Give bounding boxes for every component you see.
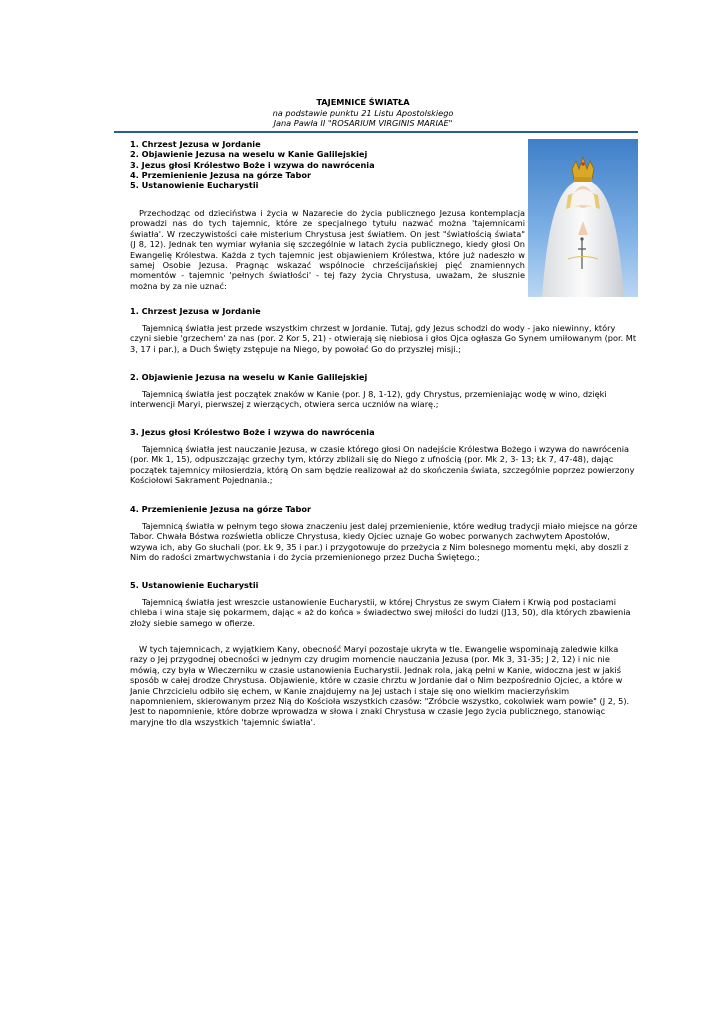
list-item: 2. Objawienie Jezusa na weselu w Kanie Galilejskiej (130, 149, 368, 160)
section-body: Tajemnicą światła jest początek znaków w Kanie (por. J 8, 1-12), gdy Chrystus, przemieniając wodę w wino, dzięki interwencji Maryi, pierwszej z wierzących, otwiera serca uczniów na wiarę.; (130, 388, 607, 410)
section-body: Tajemnicą światła jest nauczanie Jezusa, w czasie którego głosi On nadejście Królestwa Bożego i wzywa do nawrócenia (por. Mk 1, 15), odpuszczając grzechy tym, którzy zbliżali się do Niego z ufnością (por. Mk 2, 3- 13; Łk 7, 47-48), dając początek tajemnicy miłosierdzia, którą On sam będzie realizował aż do skończenia świata, szczególnie poprzez powierzony Kościołowi Sakrament Pojednania.; (130, 443, 635, 486)
intro-paragraph (130, 208, 525, 291)
header-divider (114, 131, 638, 133)
list-item: 3. Jezus głosi Królestwo Boże i wzywa do nawrócenia (130, 159, 375, 170)
section-transfiguration (130, 504, 638, 563)
section-heading: 3. Jezus głosi Królestwo Boże i wzywa do nawrócenia (130, 427, 375, 437)
list-item: 1. Chrzest Jezusa w Jordanie (130, 139, 261, 149)
section-body: Tajemnicą światła jest wreszcie ustanowienie Eucharystii, w której Chrystus ze swym Ciałem i Krwią pod postaciami chleba i wina staje się pokarmem, dając « aż do końca » świadectwo swej miłości do ludzi (J13, 50), dla których zbawienia złoży siebie samego w ofierze. (130, 596, 631, 628)
section-baptism (130, 306, 638, 354)
section-heading: 2. Objawienie Jezusa na weselu w Kanie Galilejskiej (130, 372, 368, 382)
section-body: Tajemnicą światła jest przede wszystkim chrzest w Jordanie. Tutaj, gdy Jezus schodzi do wody - jako niewinny, który czyni siebie 'grzechem' za nas (por. 2 Kor 5, 21) - otwierają się niebiosa i głos Ojca ogłasza Go Synem umiłowanym (por. Mt 3, 17 i par.), a Duch Święty zstępuje na Niego, by powołać Go do przyszłej misji.; (130, 322, 637, 354)
closing-paragraph (130, 644, 630, 727)
section-heading: 1. Chrzest Jezusa w Jordanie (130, 306, 261, 316)
subtitle-line-2: Jana Pawła II "ROSARIUM VIRGINIS MARIAE" (273, 118, 453, 129)
intro-text: Przechodząc od dzieciństwa i życia w Nazarecie do życia publicznego Jezusa kontemplacja prowadzi nas do tych tajemnic, które ze specjalnego tytułu nazwać można 'tajemnicami światła'. W rzeczywistości całe misterium Chrystusa jest światłem. On jest "światłością świata" (J 8, 12). Jednak ten wymiar wyłania się szczególnie w latach życia publicznego, kiedy głosi On Ewangelię Królestwa. Każda z tych tajemnic jest objawieniem Królestwa, które już nadeszło w samej Osobie Jezusa. Pragnąc wskazać wspólnocie chrześcijańskiej pięć znamiennych momentów - tajemnic 'pełnych światłości' - tej fazy życia Chrystusa, uważam, że słusznie można by za nie uznać: (130, 208, 525, 291)
title-block (130, 97, 596, 129)
section-eucharist (130, 580, 638, 628)
section-kingdom (130, 427, 638, 486)
page-title: TAJEMNICE ŚWIATŁA (316, 97, 410, 107)
list-item: 4. Przemienienie Jezusa na górze Tabor (130, 169, 312, 180)
section-cana (130, 372, 638, 410)
list-item: 5. Ustanowienie Eucharystii (130, 180, 259, 191)
section-heading: 4. Przemienienie Jezusa na górze Tabor (130, 504, 312, 514)
closing-text: W tych tajemnicach, z wyjątkiem Kany, obecność Maryi pozostaje ukryta w tle. Ewangelie wspominają zaledwie kilka razy o Jej przygodnej obecności w jednym czy drugim momencie nauczania Jezusa (por. Mk 3, 31-35; J 2, 12) i nic nie mówią, czy była w Wieczerniku w czasie ustanowienia Eucharystii. Jednak rola, jaką pełni w Kanie, widoczna jest w jakiś sposób w całej drodze Chrystusa. Objawienie, które w czasie chrztu w Jordanie dał o Nim bezpośrednio Ojciec, a które w Janie Chrzcicielu odbiło się echem, w Kanie znajdujemy na Jej ustach i staje się ono wielkim macierzyńskim napomnieniem, skierowanym przez Nią do Kościoła wszystkich czasów: "Zróbcie wszystko, cokolwiek wam powie" (J 2, 5). Jest to napomnienie, które dobrze wprowadza w słowa i znaki Chrystusa w czasie Jego życia publicznego, stanowiąc maryjne tło dla wszystkich 'tajemnic światła'. (130, 644, 630, 727)
section-body: Tajemnicą światła w pełnym tego słowa znaczeniu jest dalej przemienienie, które według tradycji miało miejsce na górze Tabor. Chwała Bóstwa rozświetla oblicze Chrystusa, kiedy Ojciec uznaje Go wobec porwanych zachwytem Apostołów, wzywa ich, aby Go słuchali (por. Łk 9, 35 i par.) i przygotowuje do przeżycia z Nim bolesnego momentu męki, aby doszli z Nim do radości zmartwychwstania i do życia przemienionego przez Ducha Świętego.; (130, 520, 638, 563)
subtitle-line-1: na podstawie punktu 21 Listu Apostolskiego (272, 107, 454, 118)
mysteries-list (130, 139, 510, 190)
section-heading: 5. Ustanowienie Eucharystii (130, 580, 259, 590)
madonna-statue-image (528, 139, 638, 297)
